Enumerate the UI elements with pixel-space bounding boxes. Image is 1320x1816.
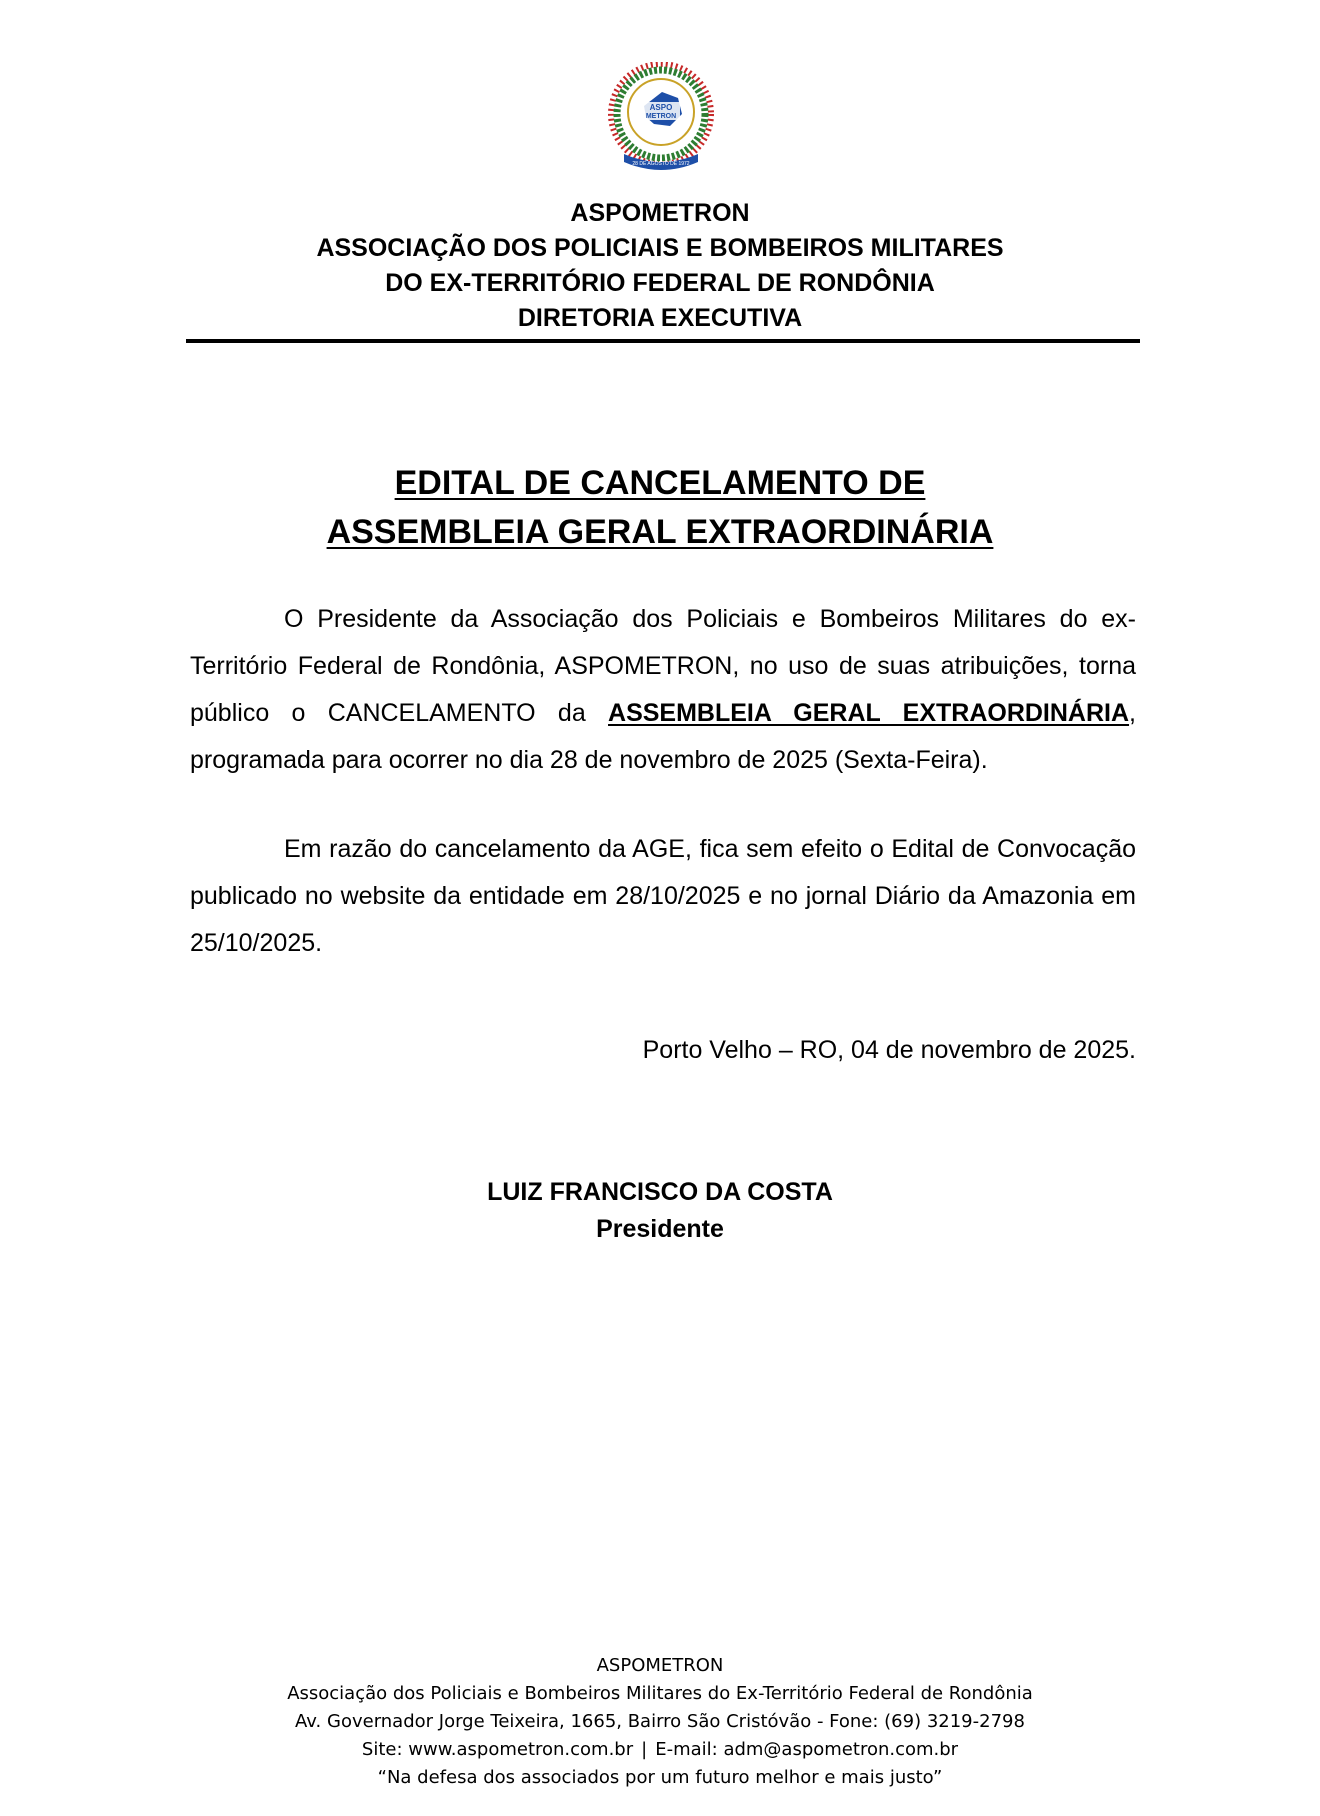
emblem-ribbon-text: 28 DE AGOSTO DE 1972: [632, 161, 690, 167]
emblem-text-bottom: METRON: [645, 113, 677, 120]
place-and-date: Porto Velho – RO, 04 de novembro de 2025.: [642, 1036, 1136, 1064]
title-line-2: ASSEMBLEIA GERAL EXTRAORDINÁRIA: [326, 513, 994, 551]
paragraph-1-text-start: O Presidente da Associação dos Policiais e Bombeiros Militares do ex-Território Federal de Rondônia, ASPOMETRON, no uso de suas atribuições, torna público o CANCELAMENTO da: [190, 605, 1136, 727]
paragraph-1-text-end: , programada para ocorrer no dia 28 de novembro de 2025 (Sexta-Feira).: [190, 699, 1136, 774]
emblem-text-top: ASPO: [649, 103, 673, 112]
footer-contacts: [0, 1736, 1320, 1764]
signer-role: Presidente: [596, 1215, 724, 1243]
page-footer: [0, 1652, 1320, 1792]
signature-block: [0, 1174, 1320, 1248]
header-divider: [186, 339, 1140, 343]
footer-motto: “Na defesa dos associados por um futuro melhor e mais justo”: [377, 1767, 943, 1788]
title-line-1: EDITAL DE CANCELAMENTO DE: [394, 464, 926, 502]
footer-separator: |: [641, 1739, 648, 1760]
footer-full-name: Associação dos Policiais e Bombeiros Militares do Ex-Território Federal de Rondônia: [287, 1683, 1033, 1704]
signer-name: LUIZ FRANCISCO DA COSTA: [487, 1178, 833, 1206]
organization-header: [0, 196, 1320, 336]
footer-site-link[interactable]: Site: www.aspometron.com.br: [361, 1739, 634, 1760]
footer-address: Av. Governador Jorge Teixeira, 1665, Bairro São Cristóvão - Fone: (69) 3219-2798: [295, 1711, 1025, 1732]
footer-email-link[interactable]: E-mail: adm@aspometron.com.br: [655, 1739, 959, 1760]
aspometron-emblem-logo: [604, 62, 718, 176]
document-title: [0, 459, 1320, 557]
footer-org: ASPOMETRON: [596, 1655, 724, 1676]
header-acronym: ASPOMETRON: [570, 199, 750, 227]
paragraph-cancellation: [190, 596, 1136, 784]
header-association-name: ASSOCIAÇÃO DOS POLICIAIS E BOMBEIROS MILITARES: [316, 234, 1004, 262]
header-board: DIRETORIA EXECUTIVA: [517, 304, 803, 332]
paragraph-1-emphasis: ASSEMBLEIA GERAL EXTRAORDINÁRIA: [608, 699, 1130, 727]
header-territory: DO EX-TERRITÓRIO FEDERAL DE RONDÔNIA: [385, 269, 935, 297]
paragraph-effect: Em razão do cancelamento da AGE, fica sem efeito o Edital de Convocação publicado no website da entidade em 28/10/2025 e no jornal Diário da Amazonia em 25/10/2025.: [190, 835, 1136, 957]
